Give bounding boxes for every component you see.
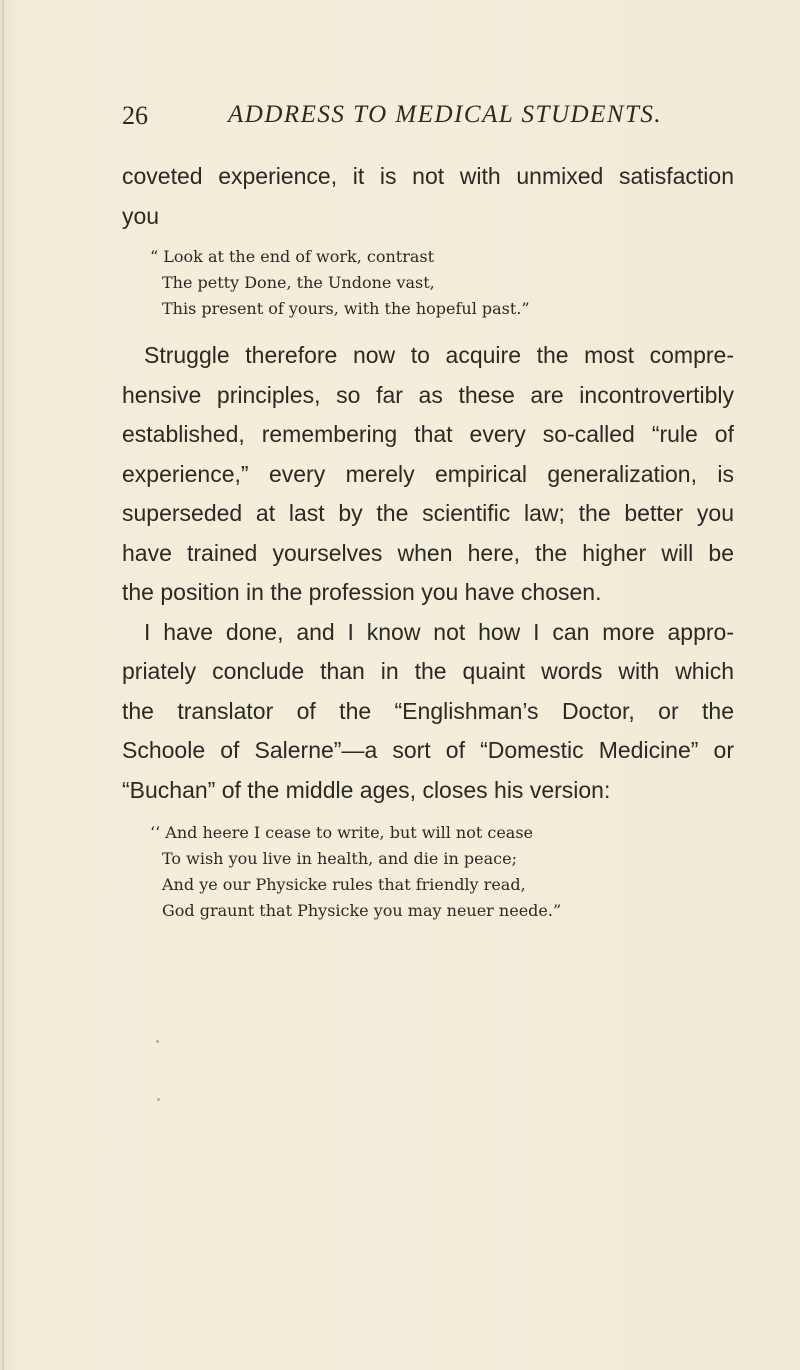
paragraph — [122, 336, 734, 613]
text-line: established, remembering that every so-called “rule of — [122, 421, 734, 447]
text-line: have trained yourselves when here, the higher will be — [122, 539, 734, 566]
verse-line: ‘‘ And heere I cease to write, but will not cease — [150, 823, 534, 842]
paper-speck — [156, 1040, 159, 1043]
text-line: the translator of the “Englishman’s Doctor, or the — [122, 697, 734, 724]
page-gutter — [2, 0, 4, 1370]
text-line: coveted experience, it is not with unmixed satisfaction — [122, 163, 734, 189]
verse-line: The petty Done, the Undone vast, — [162, 273, 435, 292]
paragraph — [122, 613, 734, 811]
text-line: you — [122, 202, 160, 229]
paragraph-continued — [122, 157, 734, 236]
page-number: 26 — [122, 101, 148, 130]
running-title: ADDRESS TO MEDICAL STUDENTS. — [228, 101, 663, 128]
text-line: priately conclude than in the quaint words with which — [122, 658, 734, 684]
text-line: hensive principles, so far as these are incontrovertibly — [122, 381, 734, 408]
text-line: Struggle therefore now to acquire the most compre- — [144, 342, 734, 368]
verse-quotation — [150, 244, 734, 322]
verse-line: This present of yours, with the hopeful past.” — [162, 299, 530, 318]
verse-line: To wish you live in health, and die in peace; — [162, 849, 517, 868]
text-line: superseded at last by the scientific law; the better you — [122, 500, 734, 526]
text-line: Schoole of Salerne”—a sort of “Domestic Medicine” or — [122, 737, 734, 763]
text-line: “Buchan” of the middle ages, closes his version: — [122, 776, 611, 803]
verse-quotation — [150, 820, 734, 924]
text-line: the position in the profession you have chosen. — [122, 579, 602, 605]
verse-line: “ Look at the end of work, contrast — [150, 247, 435, 266]
paper-speck — [157, 1098, 160, 1101]
page-header — [122, 101, 722, 137]
verse-line: God graunt that Physicke you may neuer neede.” — [162, 901, 562, 920]
page-body — [122, 157, 734, 924]
text-line: experience,” every merely empirical generalization, is — [122, 460, 734, 487]
verse-line: And ye our Physicke rules that friendly read, — [162, 875, 526, 894]
text-line: I have done, and I know not how I can more appro- — [144, 618, 734, 645]
